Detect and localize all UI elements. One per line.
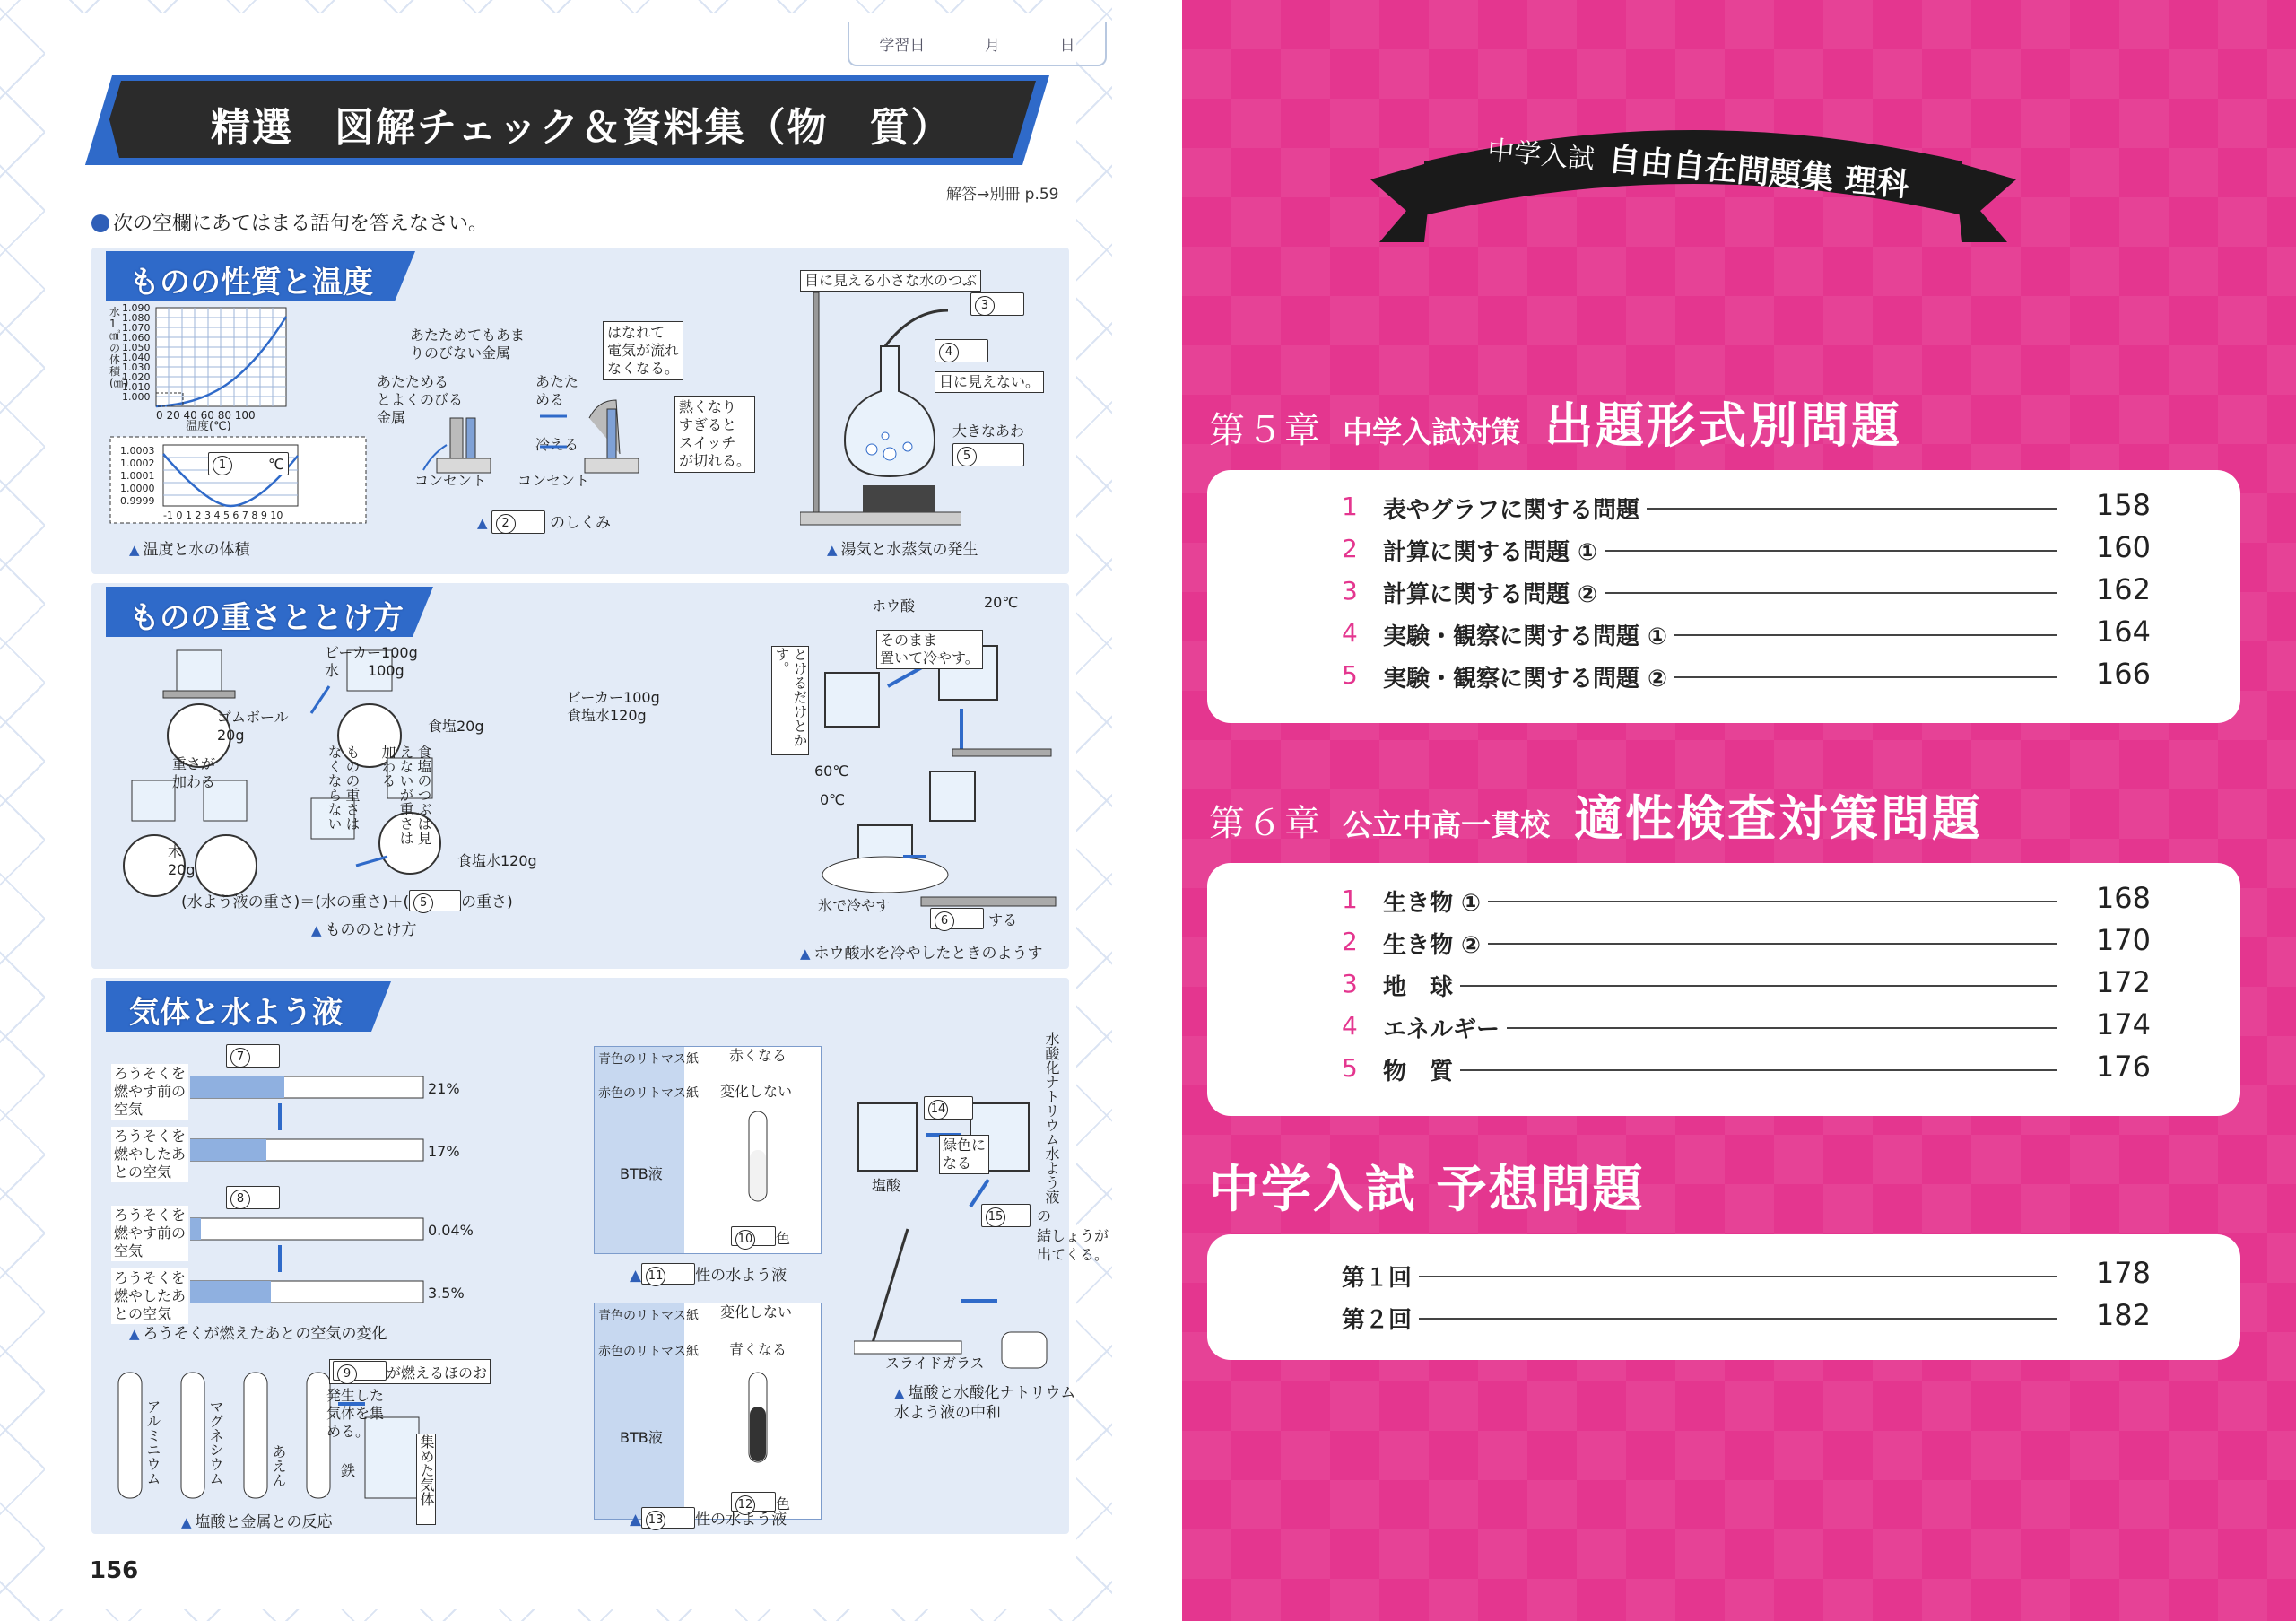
graph-y-ticks — [122, 303, 151, 402]
label-after-burn-1: ろうそくを 燃やしたあ との空気 — [111, 1127, 188, 1182]
label-0c: 0℃ — [820, 791, 846, 808]
metal-label: 鉄 — [341, 1462, 356, 1479]
toc-item-page: 168 — [2091, 881, 2151, 915]
toc-item-page: 162 — [2091, 572, 2151, 606]
toc-chapter5 — [1207, 470, 2240, 723]
instruction-text: 次の空欄にあてはまる語句を答えなさい。 — [113, 213, 489, 235]
inset-x-ticks: -1 0 1 2 3 4 5 6 7 8 9 10 — [163, 510, 283, 521]
btb-label: BTB液 — [620, 1165, 663, 1182]
blank-6[interactable] — [930, 908, 984, 929]
blank-5[interactable] — [409, 890, 461, 911]
bullet-icon — [91, 214, 109, 232]
toc-item-number: 4 — [1342, 1011, 1358, 1041]
toc-item[interactable] — [1207, 488, 2240, 524]
y-tick: 1.020 — [122, 371, 151, 383]
toc-item-title: 地 球 — [1383, 969, 1460, 1002]
label-filter — [930, 908, 1017, 929]
aq-suffix: 性の水よう液 — [695, 1267, 787, 1285]
label-before-burn-2: ろうそくを 燃やす前の 空気 — [111, 1206, 188, 1261]
y-tick: 1.060 — [122, 332, 151, 344]
toc-item[interactable] — [1207, 965, 2240, 1001]
blank-14[interactable] — [924, 1096, 973, 1120]
toc-item-number: 2 — [1342, 927, 1358, 956]
blank-11[interactable] — [641, 1263, 695, 1285]
graph-x-ticks: 0 20 40 60 80 100 — [156, 409, 256, 422]
toc-item-number: 3 — [1342, 969, 1358, 998]
blank-number: 8 — [230, 1190, 250, 1209]
leader-line — [1387, 1276, 2057, 1277]
toc-item-page: 172 — [2091, 965, 2151, 999]
y-tick: 1.070 — [122, 322, 151, 334]
y-tick: 1.010 — [122, 381, 151, 393]
blank-number: 13 — [646, 1511, 665, 1530]
blank2-suffix: のしくみ — [549, 514, 611, 532]
section1-heading-text: ものの性質と温度 — [129, 265, 373, 301]
toc-item-title: 物 質 — [1383, 1053, 1460, 1086]
table-header-col — [595, 1047, 684, 1253]
blank-number: 11 — [646, 1267, 665, 1286]
page-title: 精選 図解チェック＆資料集（物 質） — [211, 105, 952, 151]
blank-number: 7 — [230, 1048, 250, 1068]
metal-label-high-expansion: あたためる とよくのびる 金属 — [377, 373, 464, 426]
blank-number: 1 — [213, 456, 232, 475]
metal-label: アルミニウム — [144, 1399, 161, 1486]
month-label: 月 — [984, 36, 1000, 55]
toc-item[interactable] — [1207, 923, 2240, 959]
y-tick: 1.030 — [122, 362, 151, 373]
label-before-burn-1: ろうそくを 燃やす前の 空気 — [111, 1064, 188, 1120]
inset-y-ticks — [120, 445, 155, 508]
blank-number: 9 — [337, 1364, 357, 1384]
o2-after: 17% — [428, 1143, 460, 1160]
inset-y-tick: 0.9999 — [120, 495, 155, 507]
right-page — [1182, 0, 2296, 1621]
toc-item-number: 1 — [1342, 492, 1358, 521]
label-collect-gas: 発生した 気体を集 める。 — [326, 1387, 385, 1440]
blank-number: 15 — [986, 1207, 1005, 1227]
toc-item-page: 174 — [2091, 1007, 2151, 1041]
metal-label: あえん — [270, 1444, 287, 1487]
color-suffix: 色 — [776, 1230, 791, 1247]
toc-item[interactable] — [1207, 1298, 2240, 1334]
chapter-number: 第５章 — [1209, 410, 1322, 451]
formula-left: (水よう液の重さ)＝(水の重さ)＋( — [181, 893, 410, 911]
chapter-subtitle: 中学入試対策 — [1343, 414, 1521, 449]
section-weight-dissolving — [91, 583, 1069, 969]
toc-item-title: 生き物 ① — [1383, 885, 1488, 918]
chapter-title: 適性検査対策問題 — [1574, 790, 1984, 847]
blank-13[interactable] — [641, 1507, 695, 1529]
label-boric-acid: ホウ酸 — [872, 597, 916, 614]
blank-5-bubbles[interactable] — [952, 443, 1024, 466]
blank1-unit: ℃ — [268, 456, 284, 473]
label-beaker-water: ビーカー100g 水 100g — [325, 644, 418, 679]
section3-heading-text: 気体と水よう液 — [129, 995, 343, 1031]
label-warm: あたた める — [535, 373, 579, 408]
toc-item[interactable] — [1207, 1256, 2240, 1292]
detector-tubes — [190, 1068, 459, 1328]
result-no-change: 変化しない — [720, 1303, 793, 1320]
caption-boric-acid: ▲ ホウ酸水を冷やしたときのようす — [800, 940, 1043, 963]
blank-10[interactable] — [731, 1226, 776, 1246]
toc-item-page: 160 — [2091, 530, 2151, 564]
blank-number: 6 — [935, 911, 954, 931]
blank-1[interactable] — [208, 452, 289, 475]
study-date-label: 学習日 — [879, 36, 926, 55]
formula — [181, 890, 513, 912]
blank-9[interactable] — [333, 1361, 387, 1381]
table-header-col — [595, 1303, 684, 1519]
outlet-label-2: コンセント — [517, 472, 590, 489]
label-crystal: の 結しょうが 出てくる。 — [1037, 1207, 1109, 1264]
aq-suffix: 性の水よう液 — [695, 1511, 787, 1529]
toc-item-title: 表やグラフに関する問題 — [1383, 492, 1647, 525]
instruction — [91, 208, 488, 236]
label-apart: はなれて 電気が流れ なくなる。 — [603, 321, 683, 380]
leader-line — [1387, 985, 2057, 987]
toc-item-title: 実験・観察に関する問題 ② — [1383, 660, 1674, 693]
label-wood: 木 20g — [168, 843, 196, 878]
toc-item-title: 第１回 — [1342, 1259, 1419, 1293]
toc-item-page: 158 — [2091, 488, 2151, 522]
o2-before: 21% — [428, 1080, 460, 1097]
toc-item-title: 生き物 ② — [1383, 927, 1488, 960]
caption-mechanism — [477, 510, 611, 534]
toc-item[interactable] — [1207, 657, 2240, 693]
caption-neutralization: ▲ 塩酸と水酸化ナトリウム 水よう液の中和 — [894, 1383, 1075, 1423]
label-cool: 冷える — [535, 436, 579, 453]
label-collected-gas: 集めた気体 — [416, 1434, 436, 1525]
toc-item[interactable] — [1207, 614, 2240, 650]
y-tick: 1.090 — [122, 302, 151, 314]
label-20c: 20℃ — [984, 594, 1019, 611]
toc-item-number: 1 — [1342, 885, 1358, 914]
test-tube — [745, 1371, 772, 1469]
toc-item-page: 170 — [2091, 923, 2151, 957]
toc-item-number: 2 — [1342, 534, 1358, 563]
litmus-red: 赤色のリトマス紙 — [598, 1086, 699, 1101]
leader-line — [1387, 1069, 2057, 1071]
ribbon-small-text: 中学入試 — [1485, 135, 1596, 176]
label-invisible-salt: 食塩のつぶは見えないが重さは加わる — [379, 745, 432, 845]
litmus-red: 赤色のリトマス紙 — [598, 1345, 699, 1359]
toc-item-title: 実験・観察に関する問題 ① — [1383, 618, 1674, 651]
label-visible-drops: 目に見える小さな水のつぶ — [800, 270, 981, 292]
label-ice-cool: 氷で冷やす — [818, 897, 891, 914]
toc-item[interactable] — [1207, 530, 2240, 566]
metal-label-low-expansion: あたためてもあま りのびない金属 — [410, 327, 526, 362]
caption-candle: ▲ ろうそくが燃えたあとの空気の変化 — [129, 1320, 387, 1343]
result-turns-red: 赤くなる — [729, 1047, 787, 1064]
btb-label: BTB液 — [620, 1429, 663, 1446]
toc-item[interactable] — [1207, 881, 2240, 917]
label-slide-glass: スライドガラス — [885, 1355, 985, 1372]
page-title-banner — [85, 75, 1049, 165]
label-weight-remains: ものの重さはなくならない — [326, 745, 361, 831]
toc-yosou — [1207, 1234, 2240, 1360]
toc-item-number: 3 — [1342, 576, 1358, 606]
yosou-title: 中学入試 予想問題 — [1209, 1161, 1645, 1219]
aq-label-11 — [630, 1263, 787, 1285]
inset-y-tick: 1.0002 — [120, 458, 155, 469]
toc-item-title: 第２回 — [1342, 1302, 1419, 1335]
label-60c: 60℃ — [814, 763, 849, 780]
toc-item-page: 176 — [2091, 1050, 2151, 1084]
label-salt-water: 食塩水120g — [457, 852, 537, 869]
day-label: 日 — [1059, 36, 1075, 55]
label-after-burn-2: ろうそくを 燃やしたあ との空気 — [111, 1268, 188, 1324]
toc-item[interactable] — [1207, 1007, 2240, 1043]
blank-number: 10 — [735, 1230, 755, 1250]
chapter5-heading — [1209, 388, 1902, 457]
label-flame — [329, 1359, 491, 1384]
flask-stand-illustration — [800, 292, 961, 526]
blank-3[interactable] — [970, 292, 1024, 316]
co2-before: 0.04% — [428, 1222, 474, 1239]
chapter-number: 第６章 — [1209, 803, 1322, 844]
label-beaker-salt: ビーカー100g 食塩水120g — [567, 689, 660, 724]
section-properties-temperature — [91, 248, 1069, 574]
toc-item-title: 計算に関する問題 ② — [1383, 576, 1605, 609]
label-hcl: 塩酸 — [872, 1177, 901, 1194]
blank-number: 5 — [413, 893, 433, 913]
result-no-change: 変化しない — [720, 1083, 793, 1100]
blank-number: 4 — [939, 343, 959, 362]
bimetal-switch-illustration — [414, 382, 701, 481]
chapter-title: 出題形式別問題 — [1544, 397, 1903, 454]
toc-chapter6 — [1207, 863, 2240, 1116]
inset-y-tick: 1.0001 — [120, 470, 155, 482]
litmus-table-alkali — [594, 1303, 822, 1520]
formula-right: の重さ) — [461, 893, 513, 911]
graph-x-label: 温度(℃) — [186, 420, 231, 433]
label-invisible: 目に見えない。 — [935, 371, 1044, 393]
caption-metal: ▲ 塩酸と金属との反応 — [181, 1509, 333, 1531]
blank-number: 5 — [957, 447, 977, 466]
toc-item-number: 4 — [1342, 618, 1358, 648]
inset-y-tick: 1.0000 — [120, 483, 155, 494]
chapter6-heading — [1209, 780, 1983, 850]
answer-reference: 解答→別冊 p.59 — [946, 186, 1059, 204]
caption-arrow-icon: ▲ — [630, 1267, 642, 1285]
toc-item[interactable] — [1207, 1050, 2240, 1085]
toc-item-page: 182 — [2091, 1298, 2151, 1332]
aq-label-13 — [630, 1507, 787, 1529]
label-weight-added: 重さが 加わる — [172, 755, 216, 790]
metal-label: マグネシウム — [207, 1399, 224, 1486]
toc-item[interactable] — [1207, 572, 2240, 608]
chapter-subtitle: 公立中高一貫校 — [1343, 807, 1551, 842]
toc-item-page: 166 — [2091, 657, 2151, 691]
caption-steam: ▲ 湯気と水蒸気の発生 — [827, 536, 978, 559]
y-tick: 1.000 — [122, 391, 151, 403]
caption-temperature-volume: ▲ 温度と水の体積 — [129, 536, 250, 559]
inset-y-tick: 1.0003 — [120, 445, 155, 457]
toc-item-title: エネルギー — [1383, 1011, 1507, 1044]
blank-number: 12 — [735, 1495, 755, 1515]
leader-line — [1387, 1318, 2057, 1320]
blank-number: 2 — [496, 514, 516, 534]
blank6-suffix: する — [988, 911, 1018, 928]
left-page-content — [45, 13, 1109, 1609]
blank-number: 3 — [975, 296, 995, 316]
label-naoh: 水酸化ナトリウム水よう液 — [1043, 1032, 1060, 1204]
test-tube — [745, 1110, 772, 1208]
page-number: 156 — [90, 1557, 139, 1584]
color-suffix: 色 — [776, 1495, 791, 1512]
study-date-box — [848, 22, 1107, 66]
label-dissolve-only: とけるだけとかす。 — [771, 646, 809, 755]
label-switch-off: 熱くなり すぎると スイッチ が切れる。 — [674, 396, 755, 473]
litmus-table-acid — [594, 1046, 822, 1254]
label-leave-cool: そのまま 置いて冷やす。 — [876, 630, 983, 669]
section-gas-solution — [91, 978, 1109, 1534]
btb-result — [731, 1226, 790, 1248]
blank-7[interactable] — [226, 1044, 280, 1068]
blank-2[interactable] — [491, 510, 545, 534]
graph-y-label: 水1㎤の体積(㎤) — [109, 306, 129, 390]
label-salt: 食塩20g — [428, 718, 484, 735]
left-page — [0, 0, 1112, 1621]
outlet-label-1: コンセント — [414, 472, 487, 489]
toc-item-page: 178 — [2091, 1256, 2151, 1290]
y-tick: 1.080 — [122, 312, 151, 324]
ribbon-banner — [1370, 108, 2016, 269]
section2-heading-text: ものの重さととけ方 — [129, 600, 404, 636]
litmus-blue: 青色のリトマス紙 — [598, 1309, 699, 1323]
y-tick: 1.040 — [122, 352, 151, 363]
blank-number: 14 — [928, 1100, 948, 1120]
result-turns-blue: 青くなる — [729, 1341, 787, 1358]
co2-after: 3.5% — [428, 1285, 465, 1302]
litmus-blue: 青色のリトマス紙 — [598, 1052, 699, 1067]
toc-item-number: 5 — [1342, 660, 1358, 690]
flame-suffix: が燃えるほのお — [387, 1364, 488, 1381]
label-big-bubbles: 大きなあわ — [952, 423, 1025, 440]
ribbon-big-text: 自由自在問題集 理科 — [1606, 141, 1911, 205]
caption-dissolving: ▲ もののとけ方 — [311, 917, 417, 939]
y-tick: 1.050 — [122, 342, 151, 353]
label-turns-green: 緑色に なる — [939, 1135, 989, 1174]
toc-item-number: 5 — [1342, 1053, 1358, 1083]
caption-arrow-icon: ▲ — [630, 1511, 642, 1529]
toc-item-page: 164 — [2091, 614, 2151, 649]
toc-item-title: 計算に関する問題 ① — [1383, 534, 1605, 567]
label-rubber-ball: ゴムボール 20g — [217, 709, 289, 744]
